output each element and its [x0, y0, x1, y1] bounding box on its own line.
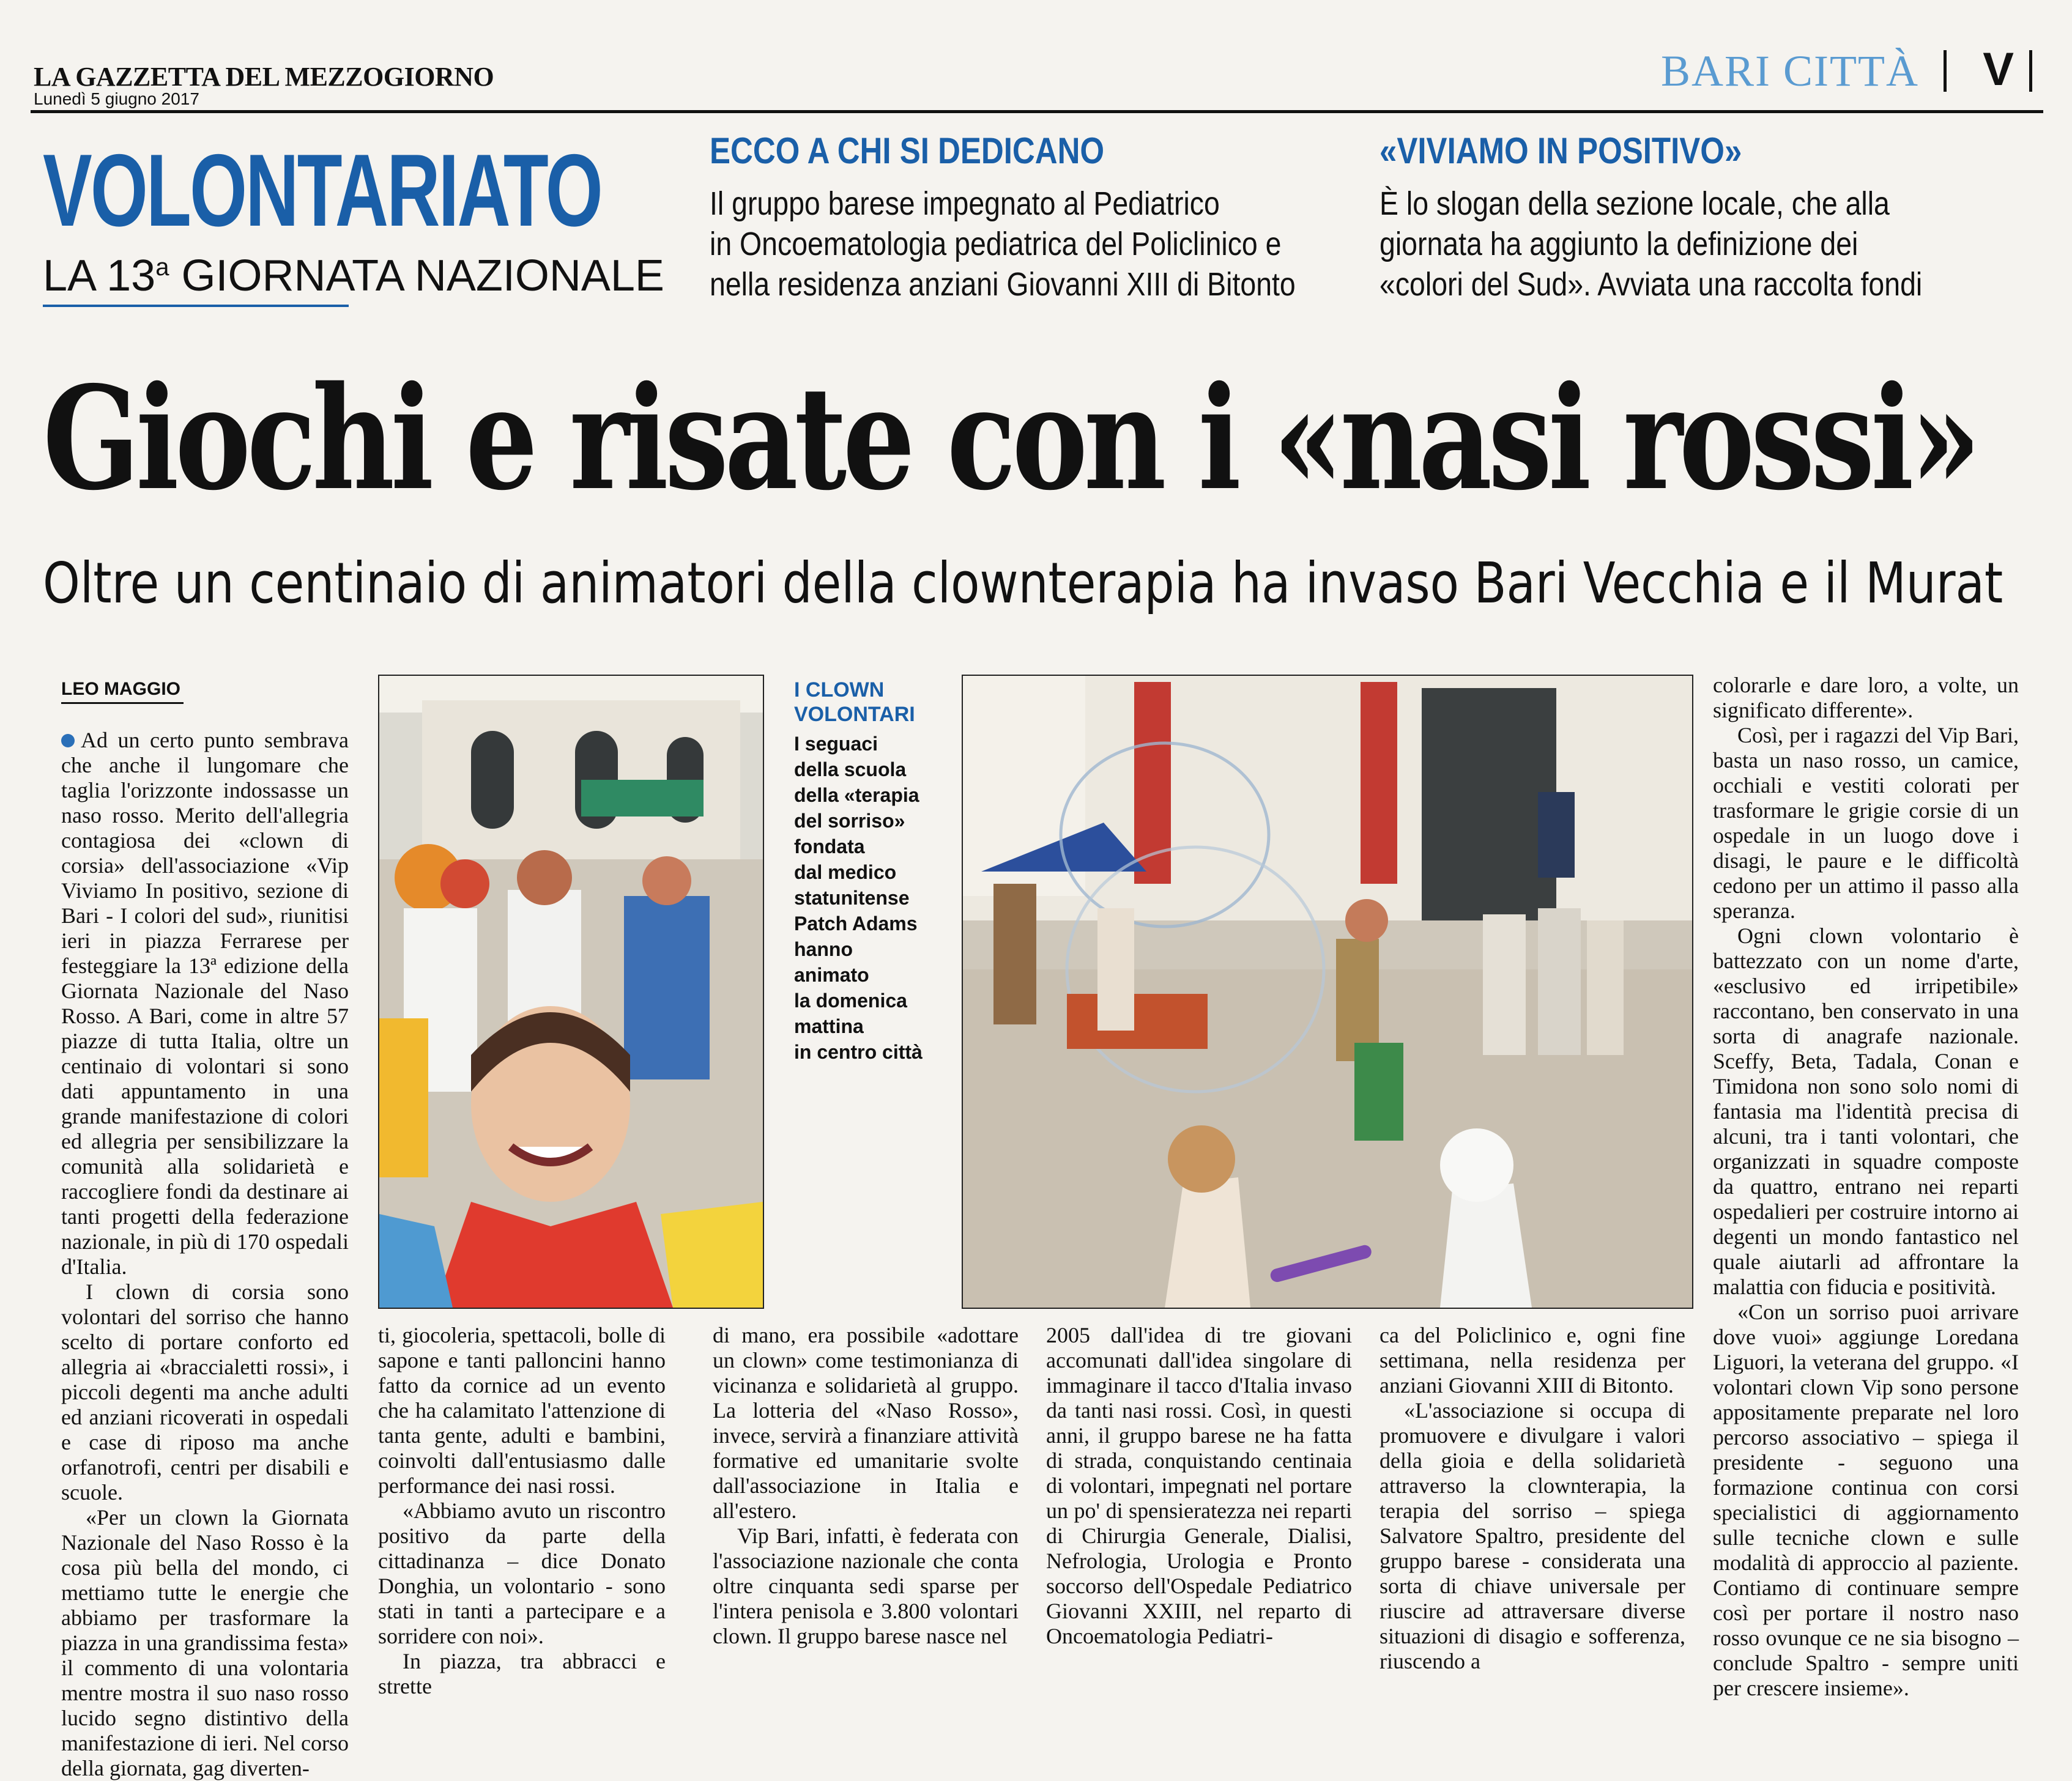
box1-line: nella residenza anziani Giovanni XIII di Bitonto	[710, 266, 1296, 303]
bubbles-image	[963, 676, 1692, 1308]
article-column-4	[1046, 1323, 1352, 1690]
paragraph: 2005 dall'idea di tre giovani accomunati dall'idea singolare di immaginare il tacco d'Italia invaso da tanti nasi rossi. Così, in questi anni, il gruppo barese ne ha fatta di strada, conquistando centinaia di volontari, impegnati nel portare un po' di spensieratezza nei reparti di Chirurgia Generale, Dialisi, Nefrologia, Urologia e Pronto soccorso dell'Ospedale Pediatrico Giovanni XXIII, nel reparto di Oncoematologia Pediatri-	[1046, 1323, 1352, 1648]
newspaper-masthead: LA GAZZETTA DEL MEZZOGIORNO	[34, 62, 494, 92]
caption-head-line: I CLOWN	[794, 678, 885, 702]
paragraph: Ogni clown volontario è battezzato con un nome d'arte, «esclusivo ed irripetibile» raccontano, ben conservato in una sorta di anagrafe nazionale. Sceffy, Beta, Tadala, Conan e Timidona non sono solo nomi di fantasia ma l'identità precisa di alcuni, tra i tanti volontari, che organizzati in squadre composte da quattro, entrano nei reparti ospedalieri per costruire intorno ai degenti un mondo fantastico nel quale aiutarli ad affrontare la malattia con fiducia e positività.	[1713, 924, 2019, 1299]
page-divider	[2029, 50, 2032, 92]
section-name: BARI CITTÀ	[1661, 46, 1919, 95]
caption-line: statunitense	[794, 887, 910, 909]
photo-bubbles	[962, 675, 1693, 1309]
paragraph: ti, giocoleria, spettacoli, bolle di sapone e tanti palloncini hanno fatto da cornice ad un evento che ha calamitato l'attenzione di tanta gente, adulti e bambini, coinvolti dall'entusiasmo dalle performance dei nasi rossi.	[378, 1323, 666, 1498]
caption-line: della scuola	[794, 758, 907, 780]
paragraph: «Con un sorriso puoi arrivare dove vuoi» aggiunge Loredana Liguori, la veterana del gruppo. «I volontari clown Vip sono persone appositamente preparate nel loro percorso associativo – spiega il presidente - seguono una formazione continua con corsi specialistici di aggiornamento sulle tecniche clown e sulle modalità di approccio al paziente. Contiamo di continuare sempre così per portare il nostro naso rosso ovunque ce ne sia bisogno – conclude Spaltro - sempre uniti per crescere insieme».	[1713, 1300, 2019, 1700]
kicker-title: VOLONTARIATO	[43, 133, 601, 248]
article-column-6	[1713, 673, 2019, 1706]
selfie-image	[379, 676, 763, 1308]
box1-head: ECCO A CHI SI DEDICANO	[710, 130, 1105, 171]
caption-line: della «terapia	[794, 784, 919, 806]
byline-rule	[61, 702, 184, 704]
box1-line: in Oncoematologia pediatrica del Policlinico e	[710, 226, 1282, 262]
caption-line: fondata	[794, 835, 865, 857]
subtitle-suffix: GIORNATA NAZIONALE	[169, 251, 664, 300]
paragraph: ca del Policlinico e, ogni fine settimana, nella residenza per anziani Giovanni XIII di Bitonto.	[1379, 1323, 1685, 1398]
issue-date: Lunedì 5 giugno 2017	[34, 89, 199, 108]
article-column-3	[713, 1323, 1019, 1690]
box2-head: «VIVIAMO IN POSITIVO»	[1379, 130, 1742, 171]
paragraph: «Per un clown la Giornata Nazionale del Naso Rosso è la cosa più bella del mondo, ci mettiamo tutte le energie che abbiamo per trasformare la piazza in una grandissima festa» il commento di una volontaria mentre mostra il suo naso rosso lucido segno distintivo della manifestazione di ieri. Nel corso della giornata, gag diverten-	[61, 1505, 349, 1780]
kicker-underline	[43, 305, 349, 307]
photo-selfie	[378, 675, 764, 1309]
caption-body	[794, 731, 953, 1065]
paragraph: di mano, era possibile «adottare un clown» come testimonianza di vicinanza e solidarietà al gruppo. La lotteria del «Naso Rosso», invece, servirà a finanziare attività formative ed umanitarie svolte dall'associazione in Italia e all'estero.	[713, 1323, 1019, 1523]
caption-head	[794, 678, 915, 727]
caption-line: animato	[794, 964, 869, 986]
paragraph: In piazza, tra abbracci e strette	[378, 1649, 666, 1698]
bullet-icon	[61, 734, 75, 747]
byline: LEO MAGGIO	[61, 679, 180, 699]
caption-line: in centro città	[794, 1041, 923, 1063]
caption-line: Patch Adams	[794, 913, 918, 935]
caption-head-line: VOLONTARI	[794, 703, 915, 726]
box2-text	[1379, 183, 1990, 305]
top-rule	[31, 110, 2043, 113]
article-column-5	[1379, 1323, 1685, 1690]
paragraph: «Abbiamo avuto un riscontro positivo da parte della cittadinanza – dice Donato Donghia, un volontario - sono stati in tanti a partecipare e a sorridere con noi».	[378, 1498, 666, 1648]
caption-line: la domenica	[794, 990, 907, 1012]
paragraph: Così, per i ragazzi del Vip Bari, basta un naso rosso, un camice, occhiali e vestiti colorati per trasformare le grigie corsie di un ospedale in un luogo dove i disagi, le paure e le difficoltà cedono per un attimo il passo alla speranza.	[1713, 723, 2019, 923]
caption-line: dal medico	[794, 861, 897, 883]
box1-text	[710, 183, 1320, 305]
subtitle-prefix: LA 13	[43, 251, 156, 300]
kicker-subtitle	[43, 251, 664, 301]
section-divider	[1944, 50, 1947, 92]
caption-line: del sorriso»	[794, 810, 905, 832]
page-number: V	[1983, 43, 2014, 95]
deck: Oltre un centinaio di animatori della clownterapia ha invaso Bari Vecchia e il Murat	[43, 550, 2003, 616]
paragraph: Vip Bari, infatti, è federata con l'associazione nazionale che conta oltre cinquanta sedi sparse per l'intera penisola e 3.800 volontari clown. Il gruppo barese nasce nel	[713, 1524, 1019, 1648]
box2-line: È lo slogan della sezione locale, che alla	[1379, 185, 1890, 222]
box1-line: Il gruppo barese impegnato al Pediatrico	[710, 185, 1220, 222]
box2-line: «colori del Sud». Avviata una raccolta fondi	[1379, 266, 1923, 303]
paragraph: Ad un certo punto sembrava che anche il lungomare che taglia l'orizzonte indossasse un naso rosso. Merito dell'allegria contagiosa dei «clown di corsia» dell'associazione «Vip Viviamo In positivo, sezione di Bari - I colori del sud», riunitisi ieri in piazza Ferrarese per festeggiare la 13ª edizione della Giornata Nazionale del Naso Rosso. A Bari, come in altre 57 piazze di tutta Italia, oltre un centinaio di volontari si sono dati appuntamento in una grande manifestazione di colori ed allegria per sensibilizzare la comunità alla solidarietà e raccogliere fondi da destinare ai tanti progetti della federazione nazionale, in più di 170 ospedali d'Italia.	[61, 728, 349, 1279]
paragraph: «L'associazione si occupa di promuovere e divulgare i valori della gioia e della solidarietà attraverso la clownterapia, la terapia del sorriso – spiega Salvatore Spaltro, presidente del gruppo barese - considerata una sorta di chiave universale per riuscire ad attraversare diverse situazioni di disagio e sofferenza, riuscendo a	[1379, 1398, 1685, 1673]
paragraph: colorarle e dare loro, a volte, un significato differente».	[1713, 673, 2019, 722]
caption-line: I seguaci	[794, 733, 878, 755]
article-column-2	[378, 1323, 666, 1698]
paragraph: I clown di corsia sono volontari del sorriso che hanno scelto di portare conforto ed allegria ai «braccialetti rossi», i piccoli degenti ma anche adulti ed anziani ricoverati in ospedali e case di riposo ma anche orfanotrofi, centri per disabili e scuole.	[61, 1279, 349, 1505]
box2-line: giornata ha aggiunto la definizione dei	[1379, 226, 1858, 262]
headline: Giochi e risate con i «nasi rossi»	[43, 355, 1977, 522]
article-column-1	[61, 728, 349, 1780]
subtitle-superscript: a	[155, 254, 169, 281]
caption-line: hanno	[794, 938, 853, 960]
caption-line: mattina	[794, 1015, 864, 1037]
